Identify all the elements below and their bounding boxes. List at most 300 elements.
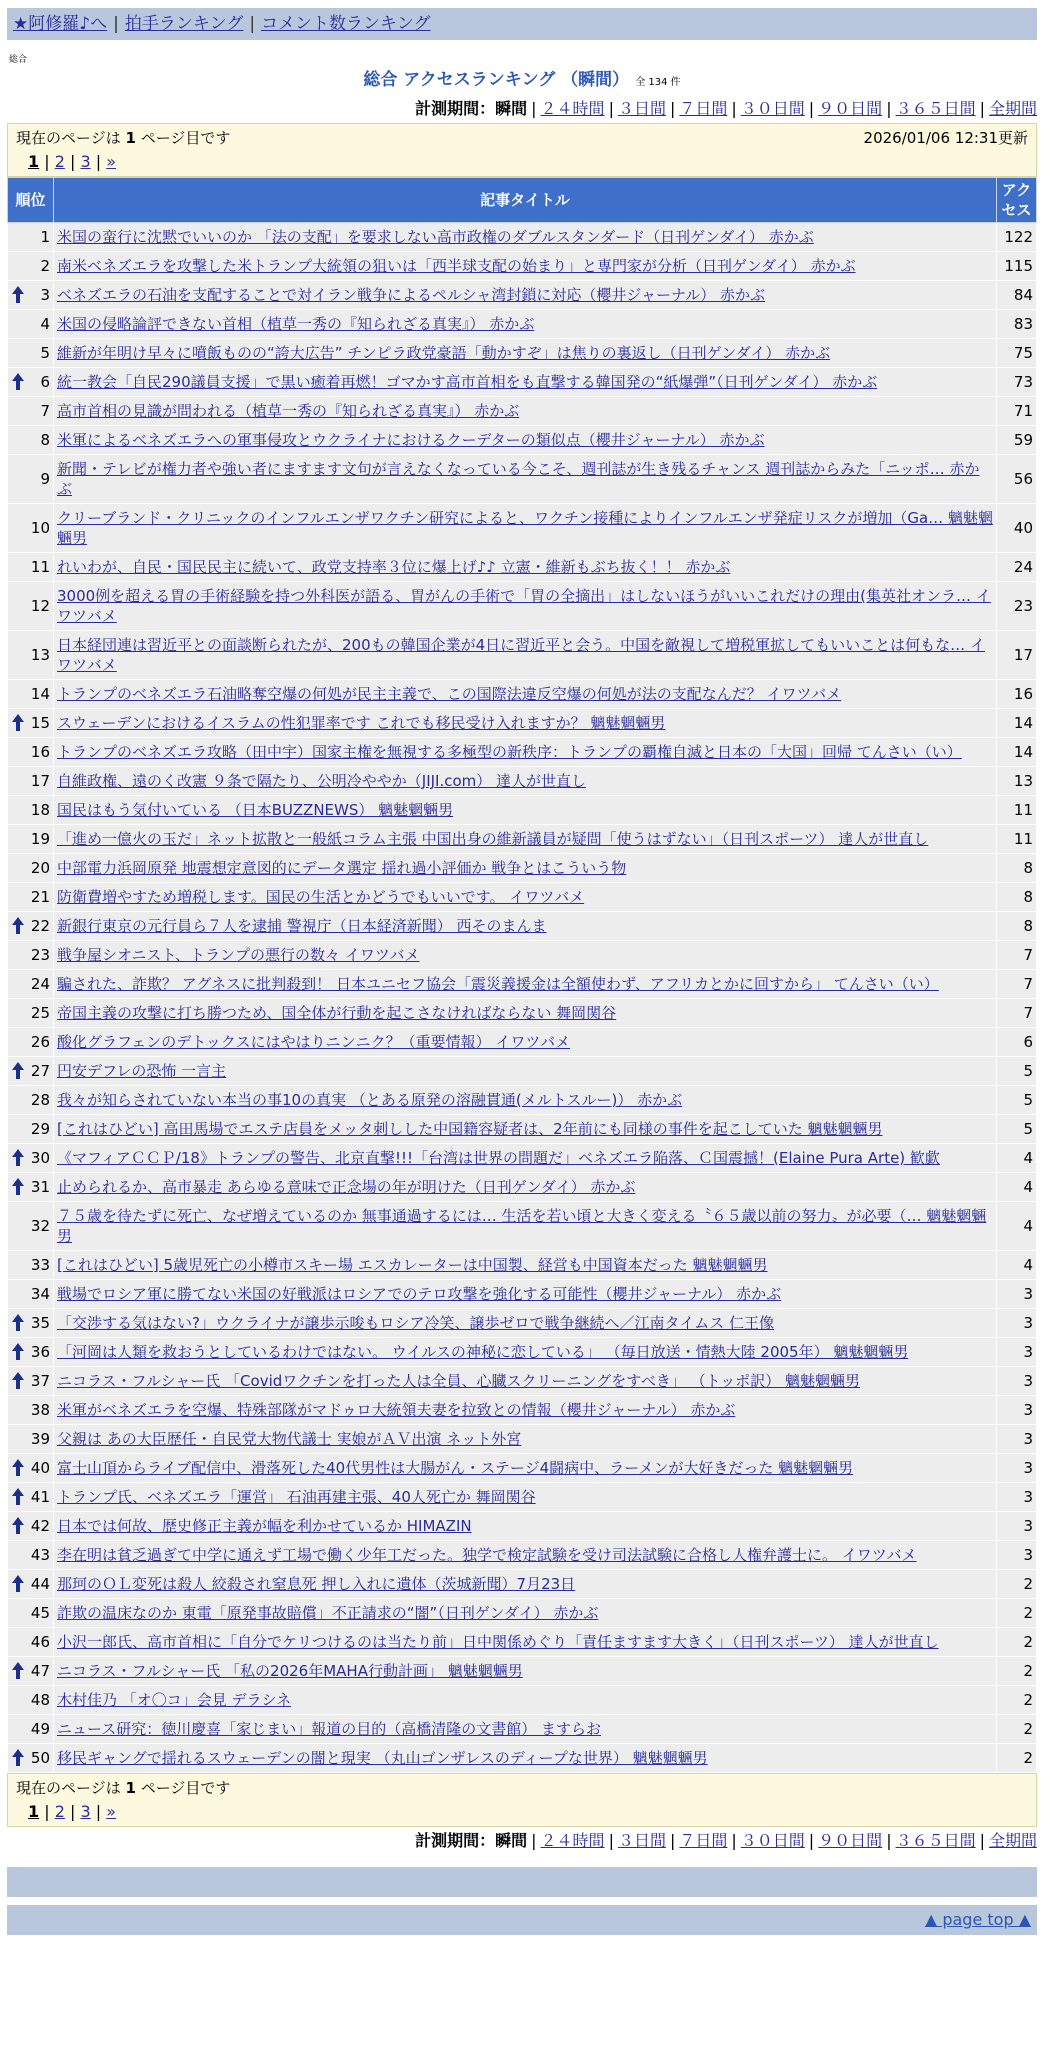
title-cell [54,582,997,631]
period-separator: | [731,99,737,118]
rank-cell [8,825,54,854]
article-link[interactable]: ニコラス・フルシャー氏 「私の2026年MAHA行動計画」 魑魅魍魎男 [57,1662,523,1680]
period-separator: | [669,1831,676,1850]
article-link[interactable]: 小沢一郎氏、高市首相に「自分でケリつけるのは当たり前」日中関係めぐり「責任ますます大きく」（日刊スポーツ） 達人が世直し [57,1633,939,1651]
next-page-link[interactable]: » [106,1802,116,1821]
rank-cell [8,1541,54,1570]
rank-number: 2 [40,257,50,275]
table-row [8,1715,1037,1744]
article-link[interactable]: 《マフィアＣＣＰ/18》トランプの警告、北京直撃!!!「台湾は世界の問題だ」ベネズエラ陥落、Ｃ国震撼！(Elaine Pura Arte) 歓歔 [57,1149,940,1167]
period-link[interactable]: ３６５日間 [895,1831,976,1850]
rank-number: 20 [30,859,50,877]
access-count: 17 [997,631,1037,680]
title-cell [54,912,997,941]
page-link-current[interactable]: 1 [28,152,40,171]
title-cell [54,1251,997,1280]
page-separator: | [64,1802,81,1821]
article-link[interactable]: 日本では何故、歴史修正主義が幅を利かせているか HIMAZIN [57,1517,472,1535]
rank-cell [8,738,54,767]
table-row [8,1657,1037,1686]
article-link[interactable]: 防衛費増やすため増税します。国民の生活とかどうでもいいです。 イワツバメ [57,888,585,906]
rank-cell [8,426,54,455]
rank-cell [8,1628,54,1657]
access-count: 5 [997,1115,1037,1144]
table-row [8,1628,1037,1657]
access-count: 8 [997,854,1037,883]
rank-number: 44 [30,1575,50,1593]
table-row [8,941,1037,970]
page-link[interactable]: 3 [80,1802,91,1821]
table-row [8,504,1037,553]
access-count: 7 [997,999,1037,1028]
table-row [8,1028,1037,1057]
rank-cell [8,1173,54,1202]
access-count: 3 [997,1309,1037,1338]
access-count: 122 [997,223,1037,252]
rank-number: 1 [40,228,50,246]
period-link[interactable]: ３日間 [617,99,666,118]
period-current: 瞬間 [495,99,528,118]
title-cell [54,1483,997,1512]
page-links [28,150,1028,174]
page-separator: | [39,1802,55,1821]
access-count: 14 [997,738,1037,767]
article-link[interactable]: 南米ベネズエラを攻撃した米トランプ大統領の狙いは「西半球支配の始まり」と専門家が分析（日刊ゲンダイ） 赤かぶ [57,257,856,275]
title-cell [54,1744,997,1773]
rank-number: 25 [30,1004,50,1022]
title-cell [54,1396,997,1425]
rank-number: 48 [30,1691,50,1709]
access-count: 40 [997,504,1037,553]
access-count: 13 [997,767,1037,796]
table-row [8,1367,1037,1396]
current-page-post: ページ目です [140,129,231,147]
rank-number: 8 [40,431,50,449]
title-cell [54,631,997,680]
access-count: 3 [997,1483,1037,1512]
title-cell [54,1028,997,1057]
table-row [8,767,1037,796]
article-link[interactable]: 新聞・テレビが権力者や強い者にますます文句が言えなくなっている今こそ、週刊誌が生き残るチャンス 週刊誌からみた「ニッポ… 赤かぶ [57,460,980,498]
title-cell [54,709,997,738]
rank-cell [8,1599,54,1628]
period-separator: | [886,99,892,118]
table-row [8,1541,1037,1570]
article-link[interactable]: 米軍がベネズエラを空爆、特殊部隊がマドゥロ大統領夫妻を拉致との情報（櫻井ジャーナル） 赤かぶ [57,1401,736,1419]
rank-cell [8,970,54,999]
article-link[interactable]: 詐欺の温床なのか 東電「原発事故賠償」不正請求の“闇”（日刊ゲンダイ） 赤かぶ [57,1604,599,1622]
rank-number: 34 [30,1285,50,1303]
table-row [8,1086,1037,1115]
access-count: 7 [997,970,1037,999]
title-cell [54,999,997,1028]
article-link[interactable]: ベネズエラの石油を支配することで対イラン戦争によるペルシャ湾封鎖に対応（櫻井ジャーナル） 赤かぶ [57,286,766,304]
rank-cell [8,397,54,426]
article-link[interactable]: 米国の蛮行に沈黙でいいのか 「法の支配」を要求しない高市政権のダブルスタンダード（日刊ゲンダイ） 赤かぶ [57,228,814,246]
rank-number: 14 [30,685,50,703]
rank-cell [8,223,54,252]
title-cell [54,1425,997,1454]
pager-bottom [7,1773,1037,1827]
current-page-pre: 現在のページは [16,129,121,147]
period-link[interactable]: ２４時間 [540,1831,605,1850]
rank-cell [8,504,54,553]
period-link[interactable]: ７日間 [679,99,728,118]
access-count: 115 [997,252,1037,281]
table-row [8,970,1037,999]
period-current: 瞬間 [495,1831,528,1850]
article-link[interactable]: 「交渉する気はない?」ウクライナが譲歩示唆もロシア冷笑、譲歩ゼロで戦争継続へ／江南タイムス 仁王像 [57,1314,774,1332]
rank-number: 39 [30,1430,50,1448]
rank-cell [8,252,54,281]
rank-cell [8,1425,54,1454]
article-link[interactable]: トランプのベネズエラ石油略奪空爆の何処が民主主義で、この国際法違反空爆の何処が法の支配なんだ？ イワツバメ [57,685,842,703]
access-count: 3 [997,1280,1037,1309]
access-count: 4 [997,1173,1037,1202]
access-count: 73 [997,368,1037,397]
nav-separator: | [249,14,256,34]
current-page-number: 1 [125,1779,136,1797]
rank-cell [8,1396,54,1425]
article-link[interactable]: 帝国主義の攻撃に打ち勝つため、国全体が行動を起こさなければならない 舞岡関谷 [57,1004,617,1022]
access-count: 3 [997,1454,1037,1483]
article-link[interactable]: 戦争屋シオニスト、トランプの悪行の数々 イワツバメ [57,946,420,964]
rank-number: 6 [40,373,50,391]
rank-number: 13 [30,646,50,664]
access-count: 71 [997,397,1037,426]
rank-number: 11 [30,558,50,576]
rank-cell [8,767,54,796]
home-link[interactable]: ★阿修羅♪へ [13,14,108,34]
article-link[interactable]: トランプ氏、ベネズエラ「運営」 石油再建主張、40人死亡か 舞岡関谷 [57,1488,536,1506]
title-cell [54,1338,997,1367]
access-count: 2 [997,1744,1037,1773]
rank-number: 50 [30,1749,50,1767]
title-cell [54,426,997,455]
article-link[interactable]: 「河岡は人類を救おうとしているわけではない。 ウイルスの神秘に恋している」 （毎日放送・情熱大陸 2005年） 魑魅魍魎男 [57,1343,909,1361]
ranking-table [7,177,1037,1773]
article-link[interactable]: [これはひどい] 高田馬場でエステ店員をメッタ刺しした中国籍容疑者は、2年前にも同様の事件を起こしていた 魑魅魍魎男 [57,1120,883,1138]
nav-separator: | [113,14,119,34]
page-link[interactable]: 2 [54,1802,65,1821]
rank-cell [8,1570,54,1599]
current-page-post: ページ目です [140,1779,231,1797]
rank-number: 37 [30,1372,50,1390]
title-cell [54,883,997,912]
title-cell [54,1454,997,1483]
period-link[interactable]: ３６５日間 [895,99,976,118]
page-link[interactable]: 2 [54,152,65,171]
article-link[interactable]: れいわが、自民・国民民主に続いて、政党支持率３位に爆上げ♪♪ 立憲・維新もぶち抜く！！ 赤かぶ [57,558,731,576]
table-row [8,1599,1037,1628]
page-separator: | [90,1802,107,1821]
rank-cell [8,1338,54,1367]
access-count: 3 [997,1512,1037,1541]
access-count: 2 [997,1628,1037,1657]
article-link[interactable]: 中部電力浜岡原発 地震想定意図的にデータ選定 揺れ過小評価か 戦争とはこういう物 [57,859,627,877]
article-link[interactable]: ニュース研究：徳川慶喜「家じまい」報道の目的（高橋清隆の文書館） ますらお [57,1720,602,1738]
rank-cell [8,1280,54,1309]
title-cell [54,455,997,504]
period-separator: | [531,99,537,118]
title-cell [54,1057,997,1086]
title-cell [54,368,997,397]
table-row [8,1744,1037,1773]
article-link[interactable]: 我々が知らされていない本当の事10の真実 （とある原発の溶融貫通(メルトスルー)） 赤かぶ [57,1091,683,1109]
table-row [8,1512,1037,1541]
access-count: 11 [997,825,1037,854]
title-cell [54,1715,997,1744]
rank-number: 23 [30,946,50,964]
article-link[interactable]: スウェーデンにおけるイスラムの性犯罪率です これでも移民受け入れますか？ 魑魅魍魎男 [57,714,666,732]
rank-number: 18 [30,801,50,819]
rank-cell [8,883,54,912]
rank-cell [8,1715,54,1744]
rank-number: 45 [30,1604,50,1622]
rank-number: 27 [30,1062,50,1080]
title-cell [54,941,997,970]
table-row [8,252,1037,281]
title-cell [54,1086,997,1115]
rank-number: 22 [30,917,50,935]
rank-cell [8,455,54,504]
table-row [8,796,1037,825]
article-link[interactable]: 米軍によるベネズエラへの軍事侵攻とウクライナにおけるクーデターの類似点（櫻井ジャーナル） 赤かぶ [57,431,765,449]
top-nav [7,8,1037,40]
table-row [8,223,1037,252]
access-count: 2 [997,1570,1037,1599]
rank-number: 30 [30,1149,50,1167]
article-link[interactable]: 自維政権、遠のく改憲 ９条で隔たり、公明冷ややか（JIJI.com） 達人が世直し [57,772,587,790]
title-cell [54,1599,997,1628]
period-link[interactable]: ２４時間 [540,99,605,118]
article-link[interactable]: トランプのベネズエラ攻略（田中宇）国家主権を無視する多極型の新秩序：トランプの覇権自滅と日本の「大国」回帰 てんさい（い） [57,743,962,761]
rank-number: 10 [30,519,50,537]
table-row [8,680,1037,709]
title-cell [54,1144,997,1173]
access-count: 56 [997,455,1037,504]
access-count: 3 [997,1396,1037,1425]
rank-cell [8,1512,54,1541]
table-row [8,999,1037,1028]
rank-cell [8,709,54,738]
rank-cell [8,1367,54,1396]
rank-cell [8,1686,54,1715]
rank-number: 3 [40,286,50,304]
next-page-link[interactable]: » [106,152,116,171]
period-link[interactable]: ９０日間 [818,1831,883,1850]
rank-cell [8,553,54,582]
access-count: 7 [997,941,1037,970]
period-link[interactable]: 全期間 [988,1831,1037,1850]
clap-ranking-link[interactable]: 拍手ランキング [124,14,244,34]
article-link[interactable]: ニコラス・フルシャー氏 「Covidワクチンを打った人は全員、心臓スクリーニングをすべき」 （トッポ訳） 魑魅魍魎男 [57,1372,861,1390]
article-link[interactable]: 新銀行東京の元行員ら７人を逮捕 警視庁（日本経済新聞） 西そのまんま [57,917,547,935]
access-count: 3 [997,1367,1037,1396]
article-link[interactable]: 那珂のＯＬ変死は殺人 絞殺され窒息死 押し入れに遺体（茨城新聞）7月23日 [57,1575,576,1593]
access-count: 75 [997,339,1037,368]
rank-number: 36 [30,1343,50,1361]
access-count: 8 [997,883,1037,912]
rank-cell [8,680,54,709]
access-count: 3 [997,1425,1037,1454]
rank-number: 15 [30,714,50,732]
period-link[interactable]: ３０日間 [740,1831,805,1850]
title-cell [54,310,997,339]
table-row [8,1425,1037,1454]
table-row [8,368,1037,397]
page-separator: | [90,152,107,171]
article-link[interactable]: 「進め一億火の玉だ」ネット拡散と一般紙コラム主張 中国出身の維新議員が疑問「使うはずない」（日刊スポーツ） 達人が世直し [57,830,929,848]
access-count: 2 [997,1599,1037,1628]
title-cell [54,553,997,582]
rank-number: 43 [30,1546,50,1564]
footer-nav [7,1905,1037,1935]
rank-cell [8,339,54,368]
period-separator: | [731,1831,737,1850]
title-cell [54,1202,997,1251]
rank-cell [8,310,54,339]
title-cell [54,1173,997,1202]
rank-cell [8,796,54,825]
page-separator: | [39,152,55,171]
table-row [8,1280,1037,1309]
rank-cell [8,1144,54,1173]
rank-number: 47 [30,1662,50,1680]
rank-number: 41 [30,1488,50,1506]
article-link[interactable]: ７５歳を待たずに死亡、なぜ増えているのか 無事通過するには… 生活を若い頃と大きく変える〝６５歳以前の努力〟が必要（… 魑魅魍魎男 [57,1207,987,1245]
access-count: 83 [997,310,1037,339]
page-link[interactable]: 3 [80,152,91,171]
period-link[interactable]: ９０日間 [818,99,883,118]
category-label: 総合 [9,55,28,65]
article-link[interactable]: クリーブランド・クリニックのインフルエンザワクチン研究によると、ワクチン接種によりインフルエンザ発症リスクが増加（Ga… 魑魅魍魎男 [57,509,993,547]
table-row [8,912,1037,941]
period-label: 計測期間： [415,99,496,118]
article-link[interactable]: 富士山頂からライブ配信中、滑落死した40代男性は大腸がん・ステージ4闘病中、ラーメンが大好きだった 魑魅魍魎男 [57,1459,854,1477]
rank-number: 29 [30,1120,50,1138]
article-link[interactable]: 円安デフレの恐怖 一言主 [57,1062,227,1080]
article-link[interactable]: 酸化グラフェンのデトックスにはやはりニンニク？（重要情報） イワツバメ [57,1033,571,1051]
article-link[interactable]: 李在明は貧乏過ぎて中学に通えず工場で働く少年工だった。独学で検定試験を受け司法試験に合格し人権弁護士に。 イワツバメ [57,1546,917,1564]
period-separator: | [808,99,815,118]
article-link[interactable]: [これはひどい] 5歳児死亡の小樽市スキー場 エスカレーターは中国製、経営も中国資本だった 魑魅魍魎男 [57,1256,768,1274]
rank-cell [8,999,54,1028]
period-link[interactable]: 全期間 [988,99,1037,118]
article-link[interactable]: 米国の侵略論評できない首相（植草一秀の『知られざる真実』） 赤かぶ [57,315,535,333]
table-row [8,1483,1037,1512]
rank-number: 17 [30,772,50,790]
access-count: 5 [997,1086,1037,1115]
page-top-link[interactable]: ▲ page top ▲ [924,1910,1031,1929]
table-row [8,1173,1037,1202]
article-link[interactable]: 統一教会「自民290議員支援」で黒い癒着再燃！ゴマかす高市首相をも直撃する韓国発の“紙爆弾”（日刊ゲンダイ） 赤かぶ [57,373,878,391]
rank-cell [8,631,54,680]
period-link[interactable]: ３０日間 [740,99,805,118]
rank-number: 9 [40,470,50,488]
rank-cell [8,854,54,883]
title-cell [54,854,997,883]
access-count: 8 [997,912,1037,941]
page-link-current[interactable]: 1 [28,1802,40,1821]
rank-cell [8,912,54,941]
rank-number: 21 [30,888,50,906]
title-cell [54,1512,997,1541]
title-cell [54,1686,997,1715]
article-link[interactable]: 移民ギャングで揺れるスウェーデンの闇と現実 （丸山ゴンザレスのディープな世界） 魑魅魍魎男 [57,1749,708,1767]
rank-number: 16 [30,743,50,761]
title-cell [54,680,997,709]
table-row [8,738,1037,767]
rank-number: 12 [30,597,50,615]
rank-number: 24 [30,975,50,993]
article-link[interactable]: 騙された、詐欺？ アグネスに批判殺到！ 日本ユニセフ協会「震災義援金は全額使わず、アフリカとかに回すから」 てんさい（い） [57,975,939,993]
col-title-header: 記事タイトル [54,178,997,223]
article-link[interactable]: 3000例を超える胃の手術経験を持つ外科医が語る、胃がんの手術で「胃の全摘出」はしないほうがいいこれだけの理由(集英社オンラ… イワツバメ [57,587,991,625]
period-separator: | [531,1831,537,1850]
page-separator: | [64,152,81,171]
rank-number: 35 [30,1314,50,1332]
article-link[interactable]: 日本経団連は習近平との面談断られたが、200もの韓国企業が4日に習近平と会う。中国を敵視して増税軍拡してもいいことは何もな… イワツバメ [57,636,985,674]
access-count: 24 [997,553,1037,582]
table-row [8,883,1037,912]
rank-cell [8,1251,54,1280]
article-link[interactable]: 木村佳乃 「オ〇コ」会見 デラシネ [57,1691,292,1709]
rank-cell [8,582,54,631]
title-cell [54,1115,997,1144]
title-cell [54,339,997,368]
period-link[interactable]: ７日間 [679,1831,728,1850]
total-count: 全 134 件 [635,77,681,88]
period-separator: | [669,99,676,118]
rank-cell [8,1028,54,1057]
article-link[interactable]: 国民はもう気付いている （日本BUZZNEWS） 魑魅魍魎男 [57,801,454,819]
access-count: 84 [997,281,1037,310]
article-link[interactable]: 止められるか、高市暴走 あらゆる意味で正念場の年が明けた（日刊ゲンダイ） 赤かぶ [57,1178,636,1196]
period-separator: | [808,1831,815,1850]
title-cell [54,1280,997,1309]
article-link[interactable]: 父親は あの大臣歴任・自民党大物代議士 実娘がＡＶ出演 ネット外宮 [57,1430,522,1448]
table-row [8,1057,1037,1086]
title-cell [54,1570,997,1599]
comment-ranking-link[interactable]: コメント数ランキング [261,14,431,34]
table-row [8,426,1037,455]
article-link[interactable]: 戦場でロシア軍に勝てない米国の好戦派はロシアでのテロ攻撃を強化する可能性（櫻井ジャーナル） 赤かぶ [57,1285,782,1303]
period-selector [7,97,1037,121]
footer-bar [7,1867,1037,1897]
access-count: 3 [997,1541,1037,1570]
article-link[interactable]: 維新が年明け早々に噴飯ものの“誇大広告” チンピラ政党豪語「動かすぞ」は焦りの裏返し（日刊ゲンダイ） 赤かぶ [57,344,831,362]
table-row [8,1202,1037,1251]
access-count: 6 [997,1028,1037,1057]
title-cell [54,796,997,825]
table-row [8,631,1037,680]
rank-number: 42 [30,1517,50,1535]
rank-number: 49 [30,1720,50,1738]
rank-number: 4 [40,315,50,333]
table-row [8,1454,1037,1483]
period-link[interactable]: ３日間 [617,1831,666,1850]
title-cell [54,223,997,252]
access-count: 23 [997,582,1037,631]
current-page-pre: 現在のページは [16,1779,121,1797]
table-row [8,1570,1037,1599]
article-link[interactable]: 高市首相の見識が問われる（植草一秀の『知られざる真実』） 赤かぶ [57,402,520,420]
table-row [8,1309,1037,1338]
access-count: 4 [997,1144,1037,1173]
rank-cell [8,941,54,970]
rank-cell [8,368,54,397]
